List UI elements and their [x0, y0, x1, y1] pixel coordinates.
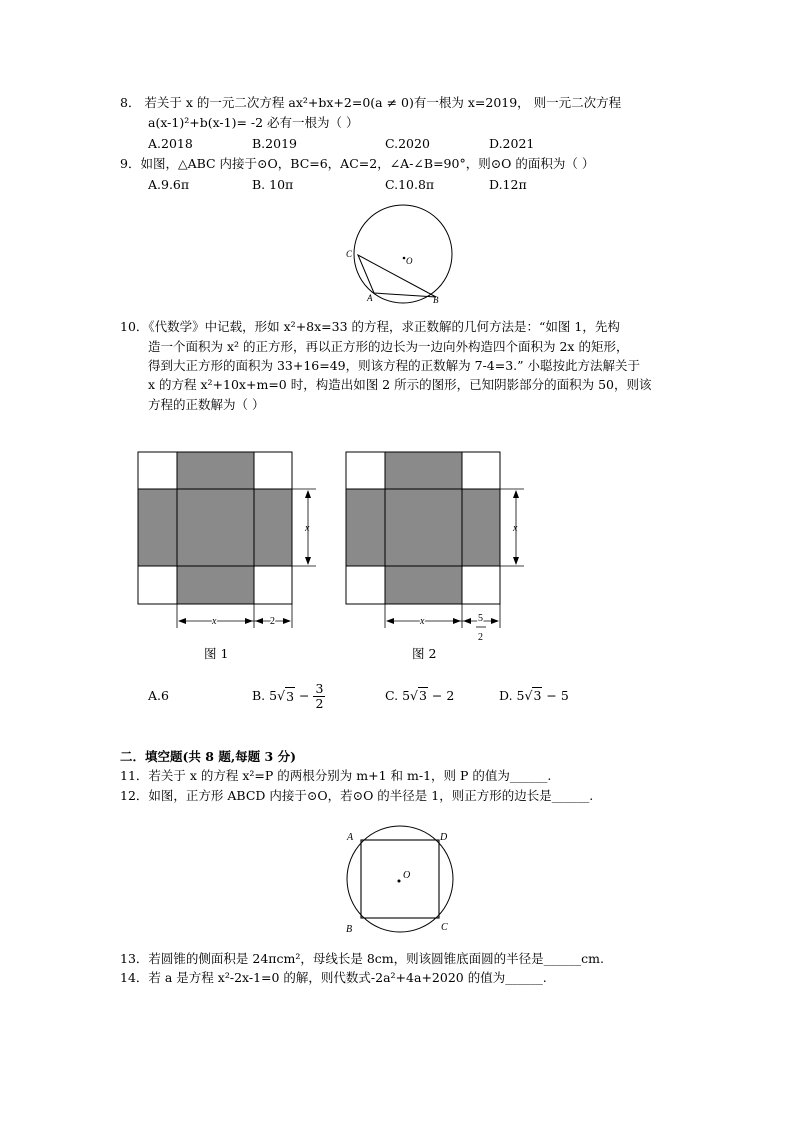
q12-figure — [340, 822, 462, 940]
q10-option-c — [385, 687, 454, 705]
q10-line2: 造一个面积为 x² 的正方形，再以正方形的边长为一边向外构造四个面积为 2x 的矩形， — [148, 339, 629, 354]
q8-option-c: C.2020 — [385, 136, 430, 151]
q10-option-d-prefix: D. 5 — [499, 688, 525, 703]
q10-line3: 得到大正方形的面积为 33+16=49，则该方程的正数解为 7-4=3.” 小聪按此方法解关于 — [148, 358, 641, 373]
q8-option-b: B.2019 — [252, 136, 297, 151]
q12-square — [361, 840, 439, 918]
fig1-caption: 图 1 — [204, 646, 229, 661]
q10-line4: x 的方程 x²+10x+m=0 时，构造出如图 2 所示的图形，已知阴影部分的面积为 50，则该 — [148, 377, 652, 392]
q10-line1: 10．《代数学》中记载，形如 x²+8x=33 的方程，求正数解的几何方法是：“如图 1，先构 — [120, 319, 620, 334]
q11-text: 11．若关于 x 的方程 x²=P 的两根分别为 m+1 和 m-1，则 P 的值为______. — [120, 768, 552, 783]
q9-option-a: A.9.6π — [148, 177, 190, 192]
q10-option-b-denominator: 2 — [315, 695, 324, 711]
q8-line1: 8． 若关于 x 的一元二次方程 ax²+bx+2=0(a ≠ 0)有一根为 x=2019， 则一元二次方程 — [120, 95, 622, 110]
q9-center-dot — [403, 257, 406, 260]
fig1-label-2: 2 — [270, 616, 275, 627]
fig1-shade-bottom — [177, 566, 254, 604]
q10-figure-1 — [130, 445, 330, 640]
q10-figure-2 — [338, 445, 538, 650]
q9-label-b: B — [433, 295, 439, 305]
q8-option-d: D.2021 — [489, 136, 535, 151]
q10-option-d — [499, 687, 569, 705]
fig1-shade-middle — [138, 489, 292, 566]
q14-text: 14．若 a 是方程 x²-2x-1=0 的解，则代数式-2a²+4a+2020 的值为______. — [120, 970, 547, 985]
q10-option-b-numerator: 3 — [315, 680, 324, 696]
q10-option-d-radicand: 3 — [533, 688, 542, 703]
q13-text: 13．若圆锥的侧面积是 24πcm²，母线长是 8cm，则该圆锥底面圆的半径是______cm. — [120, 951, 604, 966]
q10-option-c-radicand: 3 — [419, 688, 427, 703]
q12-label-a: A — [347, 832, 354, 843]
q12-label-d: D — [440, 832, 448, 843]
q10-option-d-suffix: − 5 — [542, 688, 569, 703]
q9-option-c: C.10.8π — [385, 177, 435, 192]
q9-option-b: B. 10π — [252, 177, 294, 192]
q12-label-o: O — [403, 870, 411, 881]
q12-center-dot — [398, 880, 401, 883]
q12-circle — [347, 826, 453, 932]
q9-line1: 9．如图，△ABC 内接于⊙O，BC=6，AC=2，∠A-∠B=90°，则⊙O 的面积为（ ） — [120, 156, 595, 171]
q12-label-c: C — [441, 922, 448, 933]
q10-line5: 方程的正数解为（ ） — [148, 397, 265, 412]
q9-circle — [354, 205, 452, 303]
q9-label-a: A — [367, 293, 373, 303]
fig2-shade-top — [385, 452, 462, 489]
fig2-shade-middle — [346, 489, 500, 566]
q9-triangle — [358, 255, 436, 297]
sqrt-icon: √ — [410, 688, 418, 703]
q12-label-b: B — [346, 924, 353, 935]
section-2-title: 二．填空题(共 8 题,每题 3 分) — [120, 749, 296, 764]
q10-option-b-minus: − — [295, 688, 314, 703]
q9-label-o: O — [406, 256, 413, 266]
fig2-label-2: 2 — [478, 632, 483, 643]
q10-option-b-radicand: 3 — [286, 688, 295, 704]
q12-text: 12．如图，正方形 ABCD 内接于⊙O，若⊙O 的半径是 1，则正方形的边长是______. — [120, 788, 594, 803]
fig2-label-x-horizontal: x — [420, 616, 425, 627]
fig1-shade-top — [177, 452, 254, 489]
q10-option-b-fraction — [313, 682, 325, 711]
q9-option-d: D.12π — [489, 177, 527, 192]
q8-option-a: A.2018 — [148, 136, 193, 151]
q10-option-b-prefix: B. 5 — [252, 688, 278, 703]
sqrt-icon: √ — [277, 688, 286, 703]
q10-option-c-prefix: C. 5 — [385, 688, 411, 703]
fig2-shade-bottom — [385, 566, 462, 604]
q10-option-c-suffix: − 2 — [427, 688, 455, 703]
sqrt-icon: √ — [524, 688, 533, 703]
fig2-label-5: 5 — [478, 613, 483, 624]
q10-option-b — [252, 677, 325, 715]
fig2-caption: 图 2 — [412, 646, 437, 661]
q9-circle-figure — [340, 204, 460, 308]
fig2-label-x-vertical: x — [513, 523, 518, 534]
q8-line2: a(x-1)²+b(x-1)= -2 必有一根为（ ） — [148, 115, 359, 130]
q10-option-a: A.6 — [148, 688, 169, 703]
fig1-label-x-vertical: x — [305, 523, 310, 534]
q9-label-c: C — [346, 249, 353, 259]
fig1-label-x-horizontal: x — [212, 616, 217, 627]
